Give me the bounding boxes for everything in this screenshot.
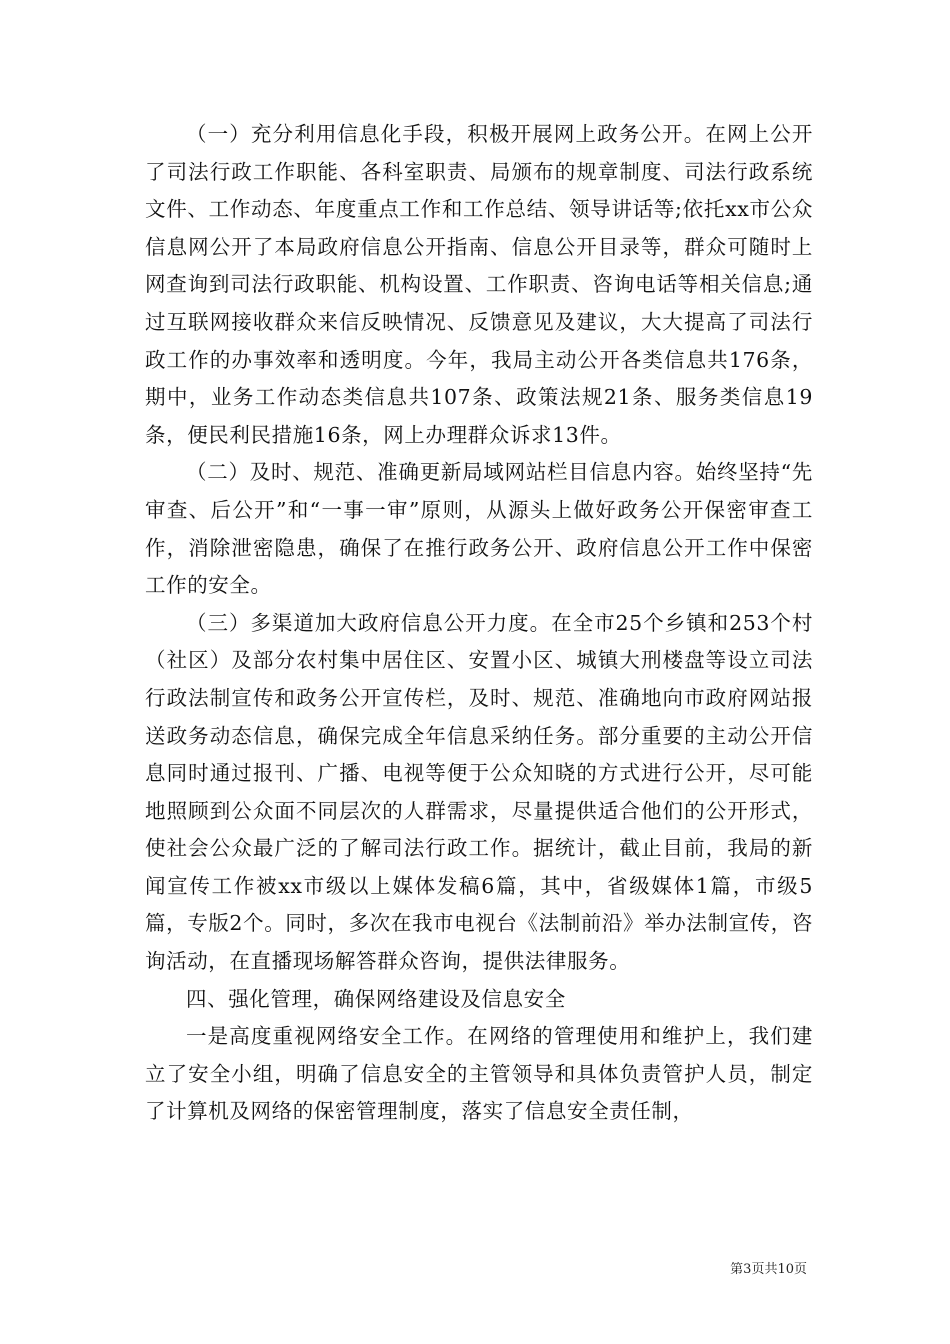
section-heading: 四、强化管理，确保网络建设及信息安全 xyxy=(186,986,566,1011)
page-number-footer: 第3页共10页 xyxy=(730,1262,807,1277)
paragraph-network-security: 一是高度重视网络安全工作。在网络的管理使用和维护上，我们建立了安全小组，明确了信息安全的主管领导和具体负责管护人员，制定了计算机及网络的保密管理制度，落实了信息安全责任制， xyxy=(145,1024,813,1124)
paragraph-multi-channel: （三）多渠道加大政府信息公开力度。在全市25个乡镇和253个村（社区）及部分农村集中居住区、安置小区、城镇大刑楼盘等设立司法行政法制宣传和政务公开宣传栏，及时、规范、准确地向市政府网站报送政务动态信息，确保完成全年信息采纳任务。部分重要的主动公开信息同时通过报刊、广播、电视等便于公众知晓的方式进行公开，尽可能地照顾到公众面不同层次的人群需求，尽量提供适合他们的公开形式，使社会公众最广泛的了解司法行政工作。据统计，截止目前，我局的新闻宣传工作被xx市级以上媒体发稿6篇，其中，省级媒体1篇，市级5篇，专版2个。同时，多次在我市电视台《法制前沿》举办法制宣传，咨询活动，在直播现场解答群众咨询，提供法律服务。 xyxy=(145,610,813,974)
document-body xyxy=(145,116,813,1131)
paragraph-website-update: （二）及时、规范、准确更新局域网站栏目信息内容。始终坚持“先审查、后公开”和“一事一审”原则，从源头上做好政务公开保密审查工作，消除泄密隐患，确保了在推行政务公开、政府信息公开工作中保密工作的安全。 xyxy=(145,460,813,598)
paragraph-online-disclosure: （一）充分利用信息化手段，积极开展网上政务公开。在网上公开了司法行政工作职能、各科室职责、局颁布的规章制度、司法行政系统文件、工作动态、年度重点工作和工作总结、领导讲话等;依托xx市公众信息网公开了本局政府信息公开指南、信息公开目录等，群众可随时上网查询到司法行政职能、机构设置、工作职责、咨询电话等相关信息;通过互联网接收群众来信反映情况、反馈意见及建议，大大提高了司法行政工作的办事效率和透明度。今年，我局主动公开各类信息共176条，期中，业务工作动态类信息共107条、政策法规21条、服务类信息19条，便民利民措施16条，网上办理群众诉求13件。 xyxy=(145,122,813,447)
